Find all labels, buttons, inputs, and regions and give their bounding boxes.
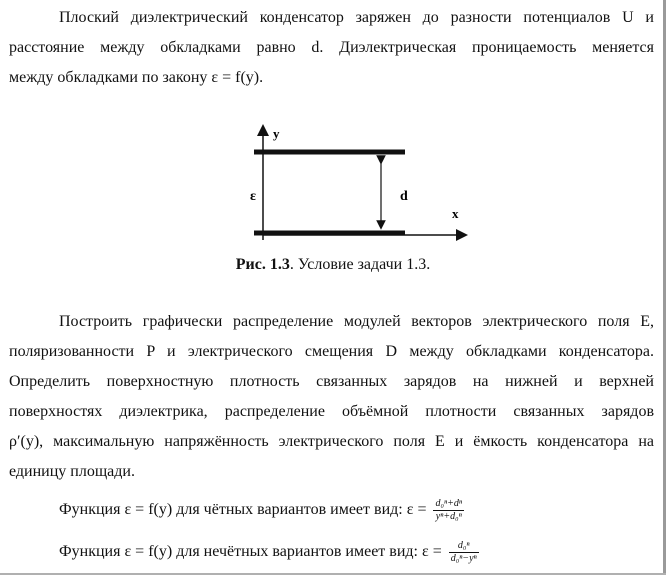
formula-even-numerator: d₀ⁿ+dⁿ xyxy=(435,498,462,509)
task-line-2: поляризованности P и электрического смещения D между обкладками конденсатора. xyxy=(9,343,654,360)
capacitor-diagram xyxy=(240,118,480,248)
formula-odd-fraction xyxy=(449,540,479,565)
task-line-1: Построить графически распределение модулей векторов электрического поля E, xyxy=(59,313,654,330)
formula-even-denominator: yⁿ+d₀ⁿ xyxy=(435,511,462,522)
formula-even xyxy=(59,498,464,523)
intro-line-2: расстояние между обкладками равно d. Диэлектрическая проницаемость меняется xyxy=(9,39,654,56)
task-line-5: ρ′(y), максимальную напряжённость электрического поля E и ёмкость конденсатора на xyxy=(9,433,654,450)
intro-line-3: между обкладками по закону ε = f(y). xyxy=(9,69,264,86)
formula-odd-denominator: d₀ⁿ−yⁿ xyxy=(450,553,477,564)
intro-line-1: Плоский диэлектрический конденсатор заряжен до разности потенциалов U и xyxy=(59,9,654,26)
distance-label: d xyxy=(400,189,408,204)
caption-number: Рис. 1.3 xyxy=(235,256,290,273)
formula-odd-text: Функция ε = f(y) для нечётных вариантов имеет вид: ε = xyxy=(59,543,442,561)
task-line-4: поверхностях диэлектрика, распределение объёмной плотности связанных зарядов xyxy=(9,403,654,420)
formula-odd xyxy=(59,540,479,565)
epsilon-label: ε xyxy=(250,189,256,204)
formula-odd-numerator: d₀ⁿ xyxy=(449,540,479,553)
formula-even-fraction xyxy=(433,498,464,523)
caption-text: . Условие задачи 1.3. xyxy=(289,256,431,273)
formula-even-text: Функция ε = f(y) для чётных вариантов имеет вид: ε = xyxy=(59,501,427,519)
x-axis-label: x xyxy=(452,206,459,221)
task-line-6: единицу площади. xyxy=(9,463,135,480)
capacitor-figure xyxy=(240,118,480,248)
task-line-3: Определить поверхностную плотность связанных зарядов на нижней и верхней xyxy=(9,373,654,390)
figure-caption xyxy=(0,255,666,275)
y-axis-label: y xyxy=(273,126,280,141)
